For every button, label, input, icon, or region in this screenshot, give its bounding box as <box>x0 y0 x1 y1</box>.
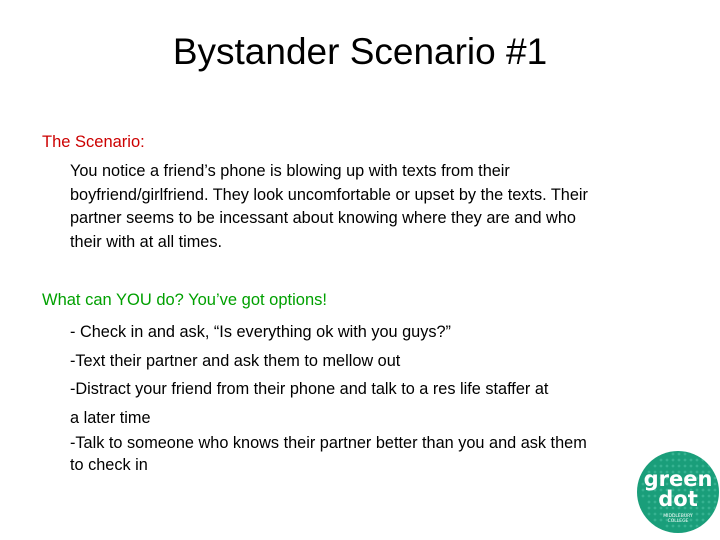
logo-dot <box>702 459 705 462</box>
logo-dot <box>714 495 717 498</box>
logo-dot <box>672 453 675 456</box>
options-heading: What can YOU do? You’ve got options! <box>42 291 327 309</box>
logo-dot <box>690 525 693 528</box>
scenario-line: partner seems to be incessant about knowing where they are and who <box>70 209 576 228</box>
logo-dot <box>708 495 711 498</box>
logo-dot <box>714 477 717 480</box>
logo-word-green: green <box>643 467 713 491</box>
logo-dot <box>654 513 657 516</box>
scenario-line: boyfriend/girlfriend. They look uncomfortable or upset by the texts. Their <box>70 185 588 204</box>
logo-dot <box>678 453 681 456</box>
option-item: - Check in and ask, “Is everything ok with you guys?” <box>70 323 451 341</box>
logo-dot <box>648 513 651 516</box>
logo-dot <box>696 525 699 528</box>
logo-dot <box>648 495 651 498</box>
scenario-description <box>70 160 710 254</box>
logo-dot <box>660 513 663 516</box>
option-item: -Distract your friend from their phone and talk to a res life staffer at <box>70 380 549 398</box>
logo-dot <box>702 513 705 516</box>
logo-dot <box>678 459 681 462</box>
logo-dot <box>696 513 699 516</box>
logo-dot <box>666 525 669 528</box>
logo-dot <box>714 501 717 504</box>
logo-dot <box>714 507 717 510</box>
logo-dot <box>690 459 693 462</box>
option-item-continuation: to check in <box>70 455 148 474</box>
logo-dot <box>702 519 705 522</box>
logo-dot <box>654 507 657 510</box>
logo-dot <box>696 519 699 522</box>
logo-dot <box>648 507 651 510</box>
scenario-line: You notice a friend’s phone is blowing up with texts from their <box>70 162 510 180</box>
logo-dot <box>696 459 699 462</box>
logo-dot <box>654 501 657 504</box>
logo-word-dot: dot <box>658 487 698 511</box>
scenario-line: their with at all times. <box>70 232 223 251</box>
logo-dot <box>708 513 711 516</box>
logo-caption-2: COLLEGE <box>667 519 689 524</box>
logo-caption-1: MIDDLEBURY <box>663 514 693 519</box>
option-item: -Text their partner and ask them to mellow out <box>70 351 401 370</box>
scenario-heading: The Scenario: <box>42 133 145 151</box>
logo-dot <box>660 519 663 522</box>
logo-dot <box>684 459 687 462</box>
logo-dot <box>648 501 651 504</box>
logo-dot <box>654 519 657 522</box>
logo-dot <box>672 525 675 528</box>
logo-dot <box>666 459 669 462</box>
logo-dot <box>660 459 663 462</box>
option-item: -Talk to someone who knows their partner better than you and ask them <box>70 433 587 452</box>
logo-dot <box>702 507 705 510</box>
logo-dot <box>702 495 705 498</box>
option-item-continuation: a later time <box>70 408 151 427</box>
logo-dot <box>678 525 681 528</box>
logo-dot <box>684 525 687 528</box>
logo-dot <box>702 501 705 504</box>
logo-dot <box>714 483 717 486</box>
logo-dot <box>642 495 645 498</box>
logo-dot <box>654 495 657 498</box>
logo-dot <box>708 501 711 504</box>
green-dot-logo <box>636 450 720 534</box>
logo-dot <box>684 453 687 456</box>
logo-dot <box>708 507 711 510</box>
slide-title: Bystander Scenario #1 <box>172 31 548 72</box>
logo-dot <box>672 459 675 462</box>
logo-dot <box>714 489 717 492</box>
options-list <box>70 318 690 476</box>
logo-dot <box>690 519 693 522</box>
